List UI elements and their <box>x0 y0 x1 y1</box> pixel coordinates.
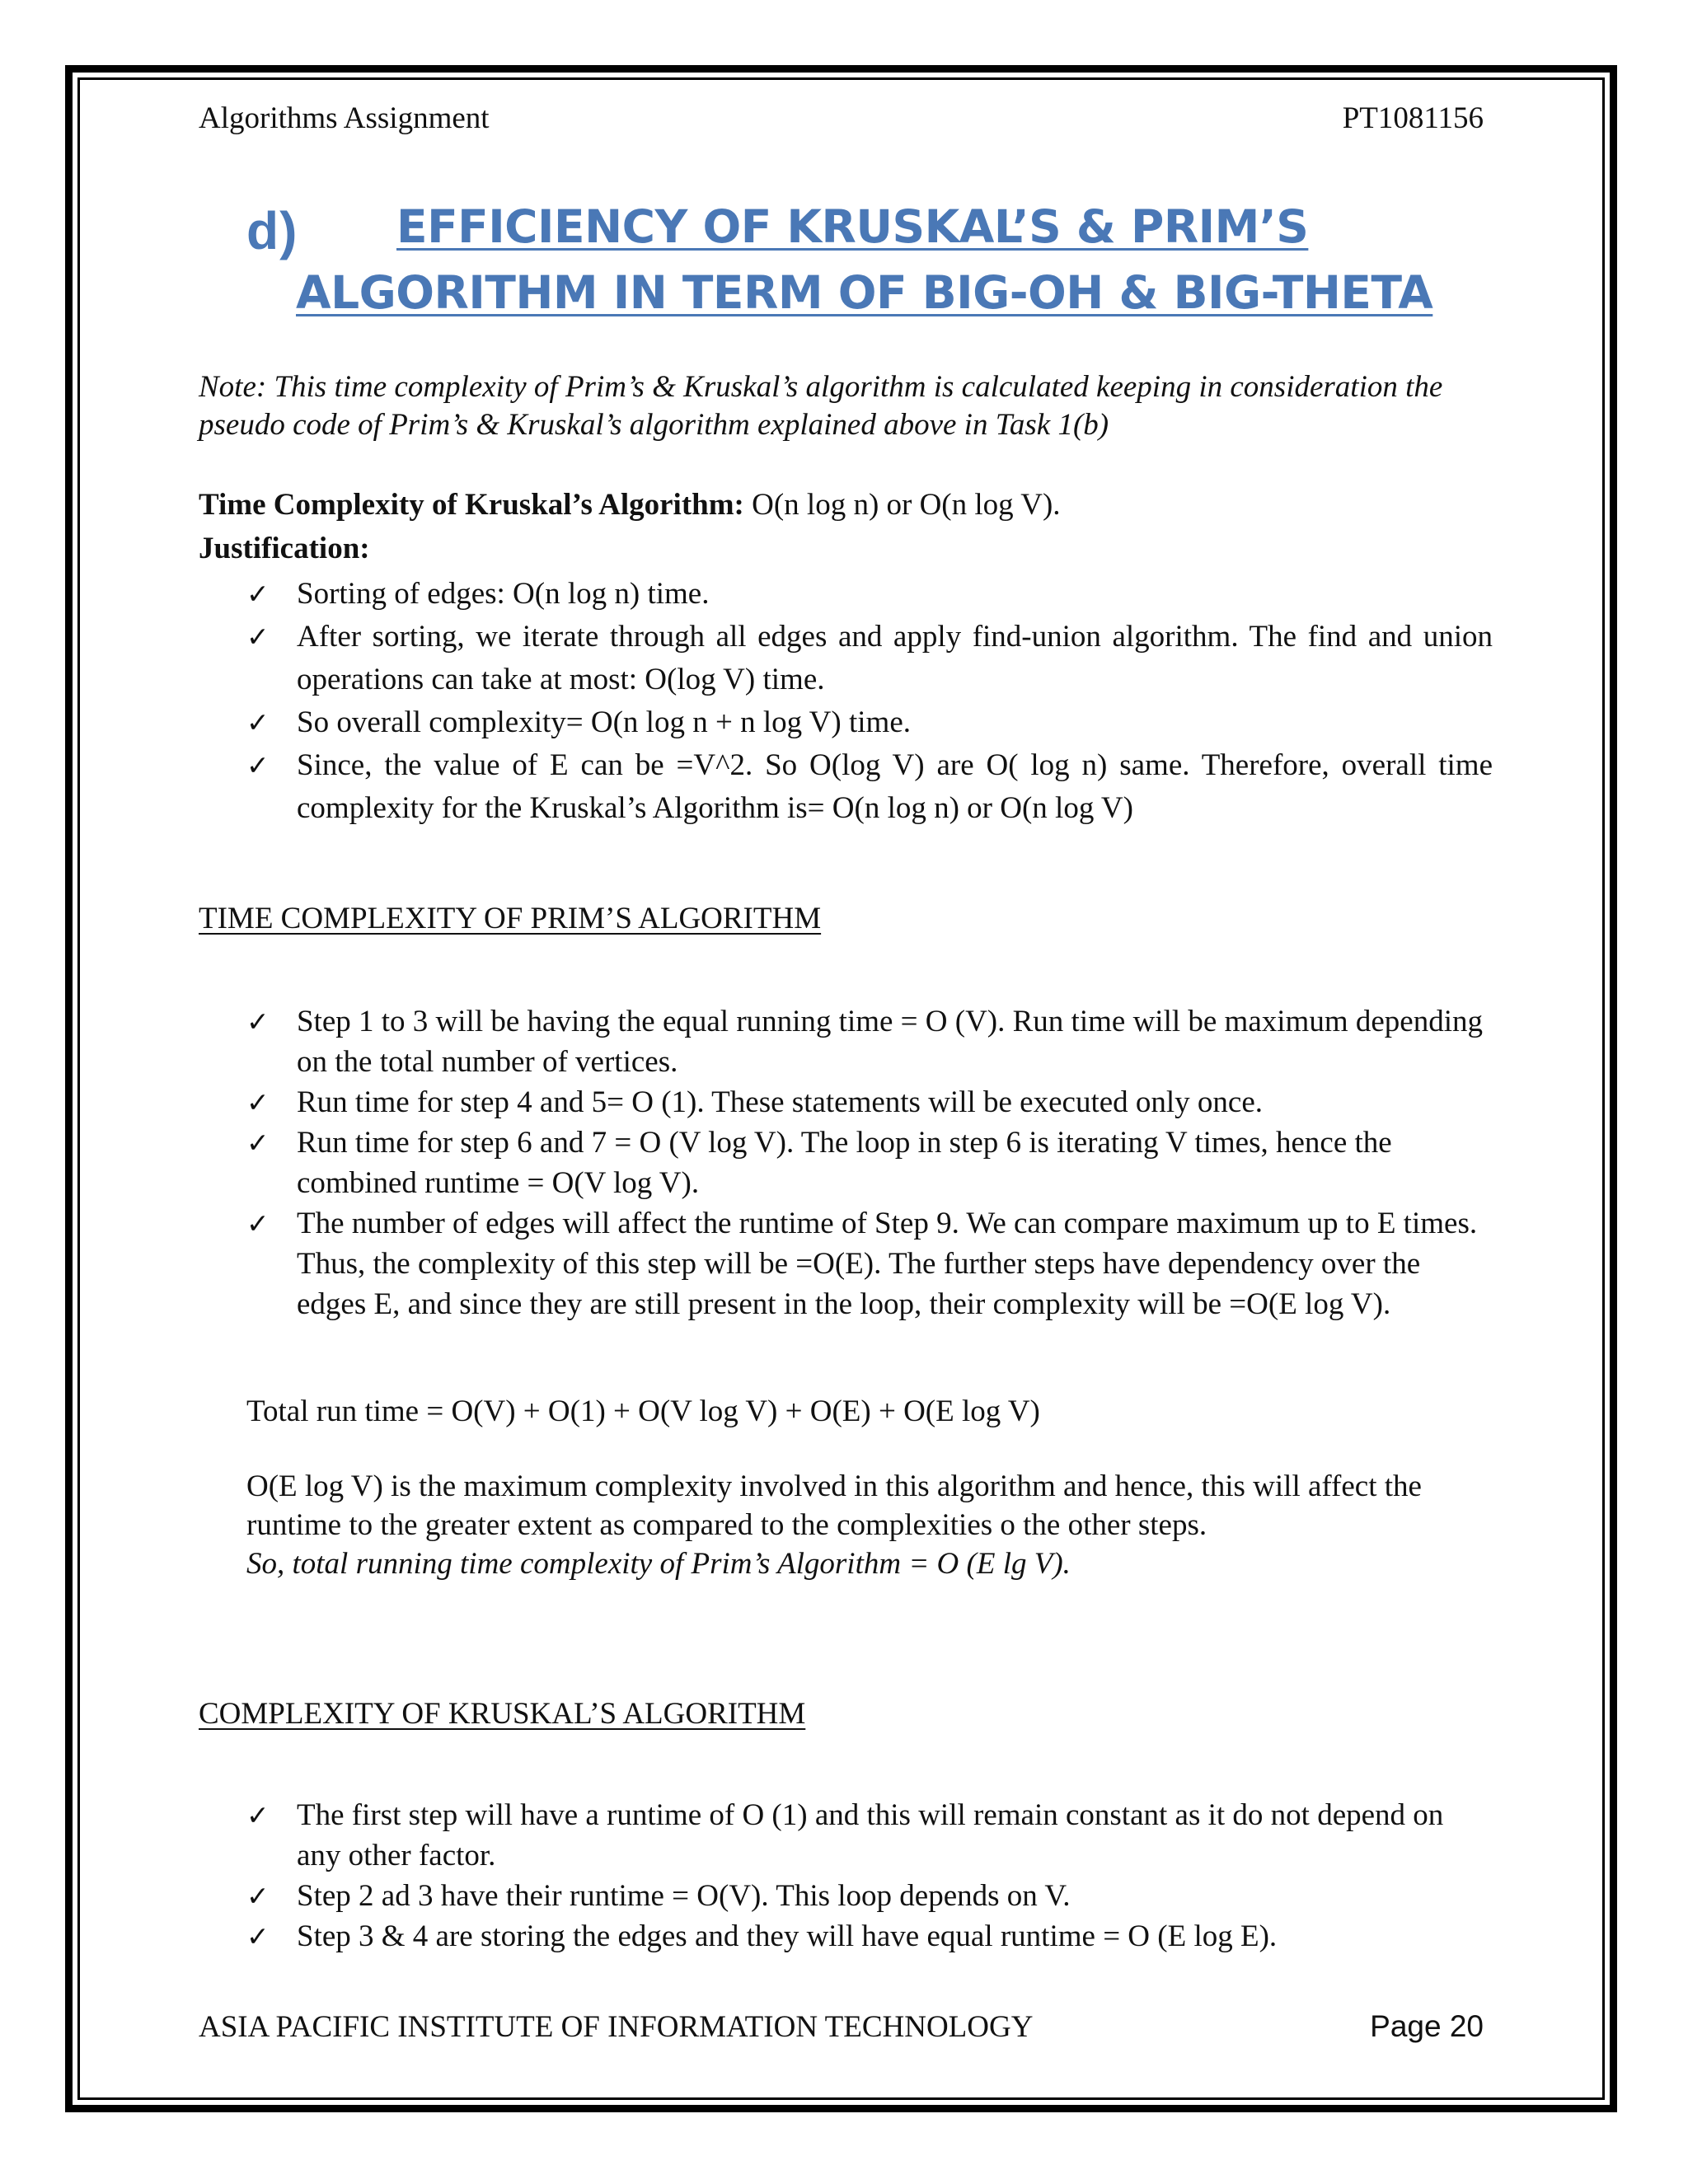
list-item: ✓ Run time for step 6 and 7 = O (V log V). The loop in step 6 is iterating V times, hence the combined runtime = O(V log V). <box>246 1122 1483 1203</box>
kruskal-complexity-label: Time Complexity of Kruskal’s Algorithm: <box>199 488 744 522</box>
checkmark-icon: ✓ <box>246 1005 270 1038</box>
prim-conclusion <box>246 1467 1493 1583</box>
prim-conclusion-italic: So, total running time complexity of Prim’s Algorithm = O (E lg V). <box>246 1547 1071 1581</box>
checkmark-icon: ✓ <box>246 578 270 610</box>
kruskal-complexity-line <box>199 486 1061 524</box>
header-left: Algorithms Assignment <box>199 101 490 135</box>
list-item: ✓ Step 3 & 4 are storing the edges and they will have equal runtime = O (E log E). <box>246 1916 1483 1957</box>
kruskal-complexity-value: O(n log n) or O(n log V). <box>743 488 1061 522</box>
list-item: ✓ The first step will have a runtime of O (1) and this will remain constant as it do not depend on any other factor. <box>246 1795 1483 1876</box>
checkmark-icon: ✓ <box>246 621 270 653</box>
header-right: PT1081156 <box>1342 101 1484 135</box>
footer-institute: ASIA PACIFIC INSTITUTE OF INFORMATION TECHNOLOGY <box>199 2010 1034 2044</box>
total-runtime: Total run time = O(V) + O(1) + O(V log V) + O(E) + O(E log V) <box>246 1394 1040 1428</box>
justification-heading: Justification: <box>199 532 370 565</box>
prim-list <box>246 1001 1483 1324</box>
checkmark-icon: ✓ <box>246 1086 270 1118</box>
list-item: ✓ Since, the value of E can be =V^2. So O(log V) are O( log n) same. Therefore, overall time complexity for the Kruskal’s Algorithm is= O(n log n) or O(n log V) <box>246 744 1493 830</box>
prim-conclusion-text: O(E log V) is the maximum complexity involved in this algorithm and hence, this will affect the runtime to the greater extent as compared to the complexities o the other steps. <box>246 1469 1422 1542</box>
list-item: ✓ The number of edges will affect the runtime of Step 9. We can compare maximum up to E times. Thus, the complexity of this step will be =O(E). The further steps have dependency over the edges E, and since they are still present in the loop, their complexity will be =O(E log V). <box>246 1203 1483 1324</box>
list-item: ✓ Step 2 ad 3 have their runtime = O(V). This loop depends on V. <box>246 1876 1483 1916</box>
list-item: ✓ Run time for step 4 and 5= O (1). These statements will be executed only once. <box>246 1082 1483 1122</box>
checkmark-icon: ✓ <box>246 1127 270 1159</box>
checkmark-icon: ✓ <box>246 1920 270 1952</box>
checkmark-icon: ✓ <box>246 706 270 738</box>
kruskal-list <box>246 1795 1483 1957</box>
checkmark-icon: ✓ <box>246 1799 270 1831</box>
prim-heading: TIME COMPLEXITY OF PRIM’S ALGORITHM <box>199 902 822 935</box>
checkmark-icon: ✓ <box>246 1207 270 1240</box>
note-paragraph: Note: This time complexity of Prim’s & Kruskal’s algorithm is calculated keeping in consideration the pseudo code of Prim’s & Kruskal’s algorithm explained above in Task 1(b) <box>199 370 1443 442</box>
list-item: ✓ Step 1 to 3 will be having the equal running time = O (V). Run time will be maximum depending on the total number of vertices. <box>246 1001 1483 1082</box>
section-title-line1: EFFICIENCY OF KRUSKAL’S & PRIM’S <box>396 200 1309 253</box>
section-letter: d) <box>246 201 298 260</box>
kruskal-heading: COMPLEXITY OF KRUSKAL’S ALGORITHM <box>199 1697 806 1731</box>
section-title-line2: ALGORITHM IN TERM OF BIG-OH & BIG-THETA <box>296 266 1433 319</box>
footer-page-number: Page 20 <box>1370 2009 1484 2043</box>
justification-list <box>246 573 1493 830</box>
list-item: ✓ After sorting, we iterate through all edges and apply find-union algorithm. The find and union operations can take at most: O(log V) time. <box>246 616 1493 701</box>
list-item: ✓ So overall complexity= O(n log n + n log V) time. <box>246 701 1493 744</box>
checkmark-icon: ✓ <box>246 749 270 781</box>
checkmark-icon: ✓ <box>246 1880 270 1912</box>
list-item: ✓ Sorting of edges: O(n log n) time. <box>246 573 1493 616</box>
